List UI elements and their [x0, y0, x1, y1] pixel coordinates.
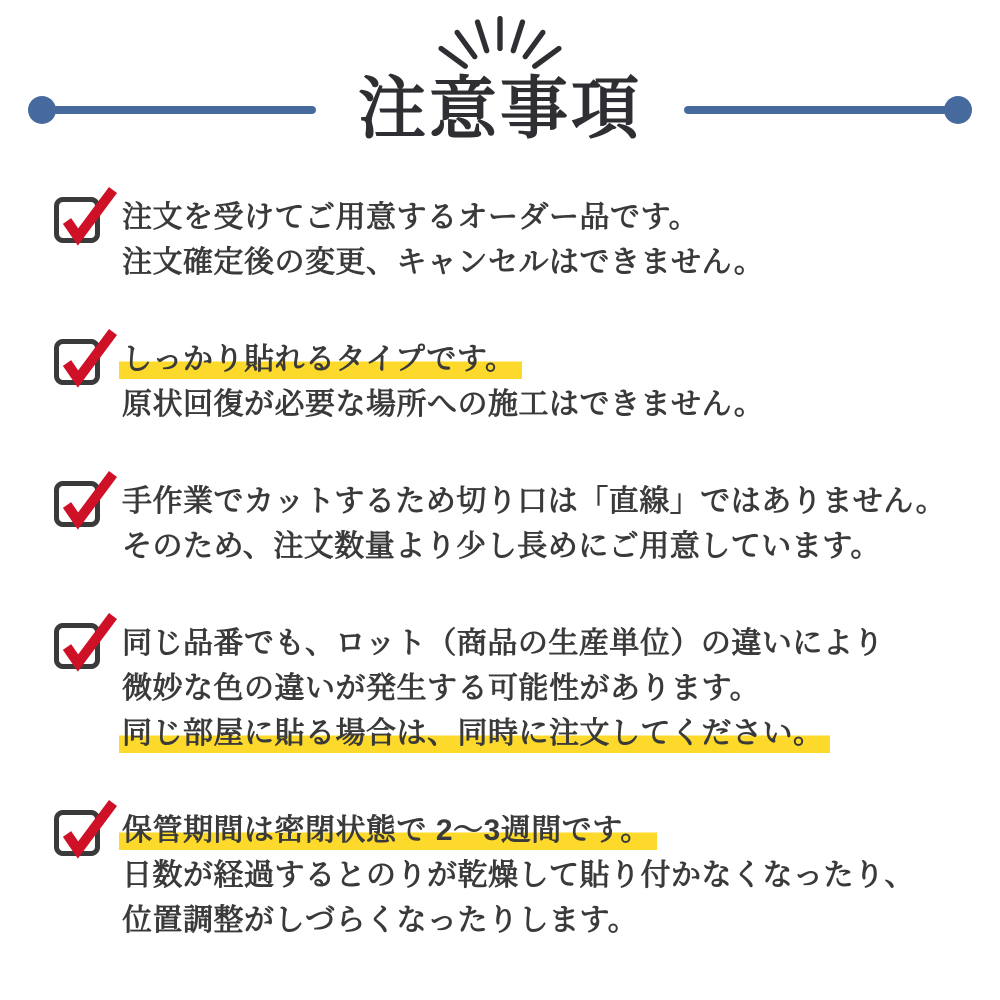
checkmark-icon: [53, 799, 117, 863]
checkmark-icon: [53, 612, 117, 676]
item-line: [122, 808, 915, 853]
title-divider-right: [684, 106, 970, 114]
checked-checkbox-icon: [54, 339, 100, 385]
checklist: [0, 195, 1000, 943]
item-line: [122, 853, 915, 898]
item-text: [122, 195, 764, 285]
checked-checkbox-icon: [54, 481, 100, 527]
emphasis-burst-icon: [425, 12, 575, 70]
item-line-text: 保管期間は密閉状態で 2～3週間です。: [119, 814, 657, 850]
item-text: [122, 808, 915, 943]
item-line: [122, 898, 915, 943]
item-line: [122, 711, 884, 756]
checklist-item: [54, 479, 960, 569]
item-line: [122, 337, 764, 382]
item-line-text: 注文確定後の変更、キャンセルはできません。: [122, 246, 765, 280]
checkmark-icon: [53, 470, 117, 534]
title-divider-left: [30, 106, 316, 114]
item-text: [122, 621, 884, 756]
checkmark-icon: [53, 186, 117, 250]
item-line-text: 手作業でカットするため切り口は「直線」ではありません。: [122, 485, 947, 519]
item-line-text: 同じ部屋に貼る場合は、同時に注文してください。: [119, 717, 830, 753]
item-line-text: 原状回復が必要な場所への施工はできません。: [122, 388, 765, 422]
item-line: [122, 666, 884, 711]
item-line-text: そのため、注文数量より少し長めにご用意しています。: [122, 530, 881, 564]
checklist-item: [54, 808, 960, 943]
checkmark-icon: [53, 328, 117, 392]
item-line: [122, 621, 884, 666]
title-row: [0, 71, 1000, 147]
item-line-text: 同じ品番でも、ロット（商品の生産単位）の違いにより: [122, 627, 884, 661]
item-line-text: しっかり貼れるタイプです。: [119, 343, 522, 379]
item-line: [122, 479, 946, 524]
item-line: [122, 524, 946, 569]
item-text: [122, 479, 946, 569]
checklist-item: [54, 621, 960, 756]
checklist-item: [54, 337, 960, 427]
item-line-text: 位置調整がしづらくなったりします。: [122, 904, 639, 938]
item-line-text: 微妙な色の違いが発生する可能性があります。: [122, 672, 761, 706]
header: [0, 0, 1000, 145]
item-line: [122, 195, 764, 240]
item-line-text: 日数が経過するとのりが乾燥して貼り付かなくなったり、: [122, 859, 915, 893]
checked-checkbox-icon: [54, 197, 100, 243]
checklist-item: [54, 195, 960, 285]
item-line-text: 注文を受けてご用意するオーダー品です。: [122, 201, 700, 235]
checked-checkbox-icon: [54, 623, 100, 669]
checked-checkbox-icon: [54, 810, 100, 856]
page-title: 注意事項: [358, 71, 643, 147]
item-line: [122, 240, 764, 285]
item-text: [122, 337, 764, 427]
item-line: [122, 382, 764, 427]
